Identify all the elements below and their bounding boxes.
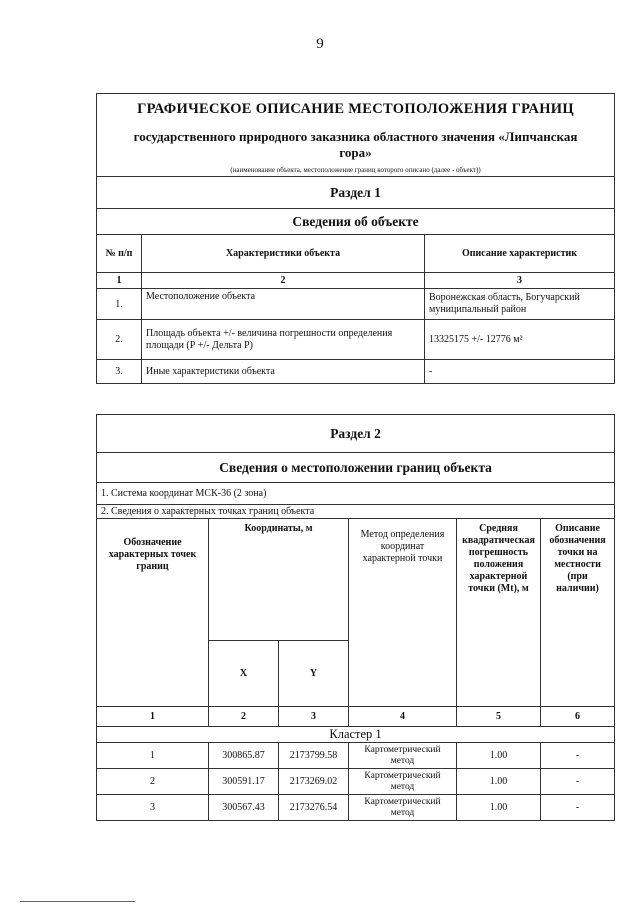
header-characteristics: Характеристики объекта xyxy=(142,235,425,273)
subtitle-line-1: государственного природного заказника областного значения «Липчанская xyxy=(133,128,578,144)
row-value: Воронежская область, Богучарский муниципальный район xyxy=(425,289,615,320)
row-value: 13325175 +/- 12776 м² xyxy=(425,320,615,360)
point-y: 2173269.02 xyxy=(279,769,349,795)
table-row xyxy=(97,743,615,769)
table-row xyxy=(97,320,615,360)
header-number: № п/п xyxy=(97,235,142,273)
section-2-heading: Сведения о местоположении границ объекта xyxy=(97,453,615,483)
point-accuracy: 1.00 xyxy=(457,743,541,769)
col-number-2: 2 xyxy=(142,273,425,289)
col-number-5: 5 xyxy=(457,707,541,727)
coordinate-system: 1. Система координат МСК-36 (2 зона) xyxy=(97,483,615,505)
document-subtitle xyxy=(97,126,615,164)
point-method: Картометрический метод xyxy=(349,769,457,795)
col-number-6: 6 xyxy=(541,707,615,727)
point-y: 2173799.58 xyxy=(279,743,349,769)
subtitle-line-2: гора» xyxy=(339,144,372,160)
cluster-label: Кластер 1 xyxy=(97,727,615,743)
section-1-label: Раздел 1 xyxy=(97,177,615,209)
point-x: 300865.87 xyxy=(209,743,279,769)
row-number: 2. xyxy=(97,320,142,360)
point-description: - xyxy=(541,743,615,769)
table-row xyxy=(97,289,615,320)
table-row xyxy=(97,795,615,821)
header-point-description: Описание обозначения точки на местности (при наличии) xyxy=(541,519,615,707)
point-description: - xyxy=(541,795,615,821)
point-x: 300567.43 xyxy=(209,795,279,821)
header-coordinates: Координаты, м xyxy=(209,519,349,641)
col-number-3: 3 xyxy=(279,707,349,727)
table-row xyxy=(97,360,615,384)
point-number: 1 xyxy=(97,743,209,769)
row-characteristic: Местоположение объекта xyxy=(142,289,425,320)
col-number-3: 3 xyxy=(425,273,615,289)
header-description: Описание характеристик xyxy=(425,235,615,273)
document-title: ГРАФИЧЕСКОЕ ОПИСАНИЕ МЕСТОПОЛОЖЕНИЯ ГРАНИЦ xyxy=(97,94,615,126)
point-accuracy: 1.00 xyxy=(457,795,541,821)
col-number-2: 2 xyxy=(209,707,279,727)
header-x: X xyxy=(209,641,279,707)
point-number: 2 xyxy=(97,769,209,795)
header-y: Y xyxy=(279,641,349,707)
section-2-label: Раздел 2 xyxy=(97,415,615,453)
header-method: Метод определения координат характерной точки xyxy=(349,519,457,707)
header-designation: Обозначение характерных точек границ xyxy=(97,519,209,707)
page-number: 9 xyxy=(316,36,324,52)
section-1-heading: Сведения об объекте xyxy=(97,209,615,235)
row-number: 1. xyxy=(97,289,142,320)
footer-line xyxy=(20,901,135,902)
col-number-4: 4 xyxy=(349,707,457,727)
point-y: 2173276.54 xyxy=(279,795,349,821)
point-description: - xyxy=(541,769,615,795)
points-info: 2. Сведения о характерных точках границ объекта xyxy=(97,505,615,519)
table-row xyxy=(97,769,615,795)
point-method: Картометрический метод xyxy=(349,795,457,821)
col-number-1: 1 xyxy=(97,707,209,727)
point-accuracy: 1.00 xyxy=(457,769,541,795)
row-value: - xyxy=(425,360,615,384)
row-characteristic: Иные характеристики объекта xyxy=(142,360,425,384)
point-number: 3 xyxy=(97,795,209,821)
object-info-table xyxy=(96,93,615,384)
col-number-1: 1 xyxy=(97,273,142,289)
row-characteristic: Площадь объекта +/- величина погрешности определения площади (Р +/- Дельта Р) xyxy=(142,320,425,360)
boundary-points-table xyxy=(96,414,615,821)
point-method: Картометрический метод xyxy=(349,743,457,769)
header-accuracy: Средняя квадратическая погрешность положения характерной точки (Мt), м xyxy=(457,519,541,707)
row-number: 3. xyxy=(97,360,142,384)
subtitle-caption: (наименование объекта, местоположение границ которого описано (далее - объект)) xyxy=(97,164,615,177)
point-x: 300591.17 xyxy=(209,769,279,795)
